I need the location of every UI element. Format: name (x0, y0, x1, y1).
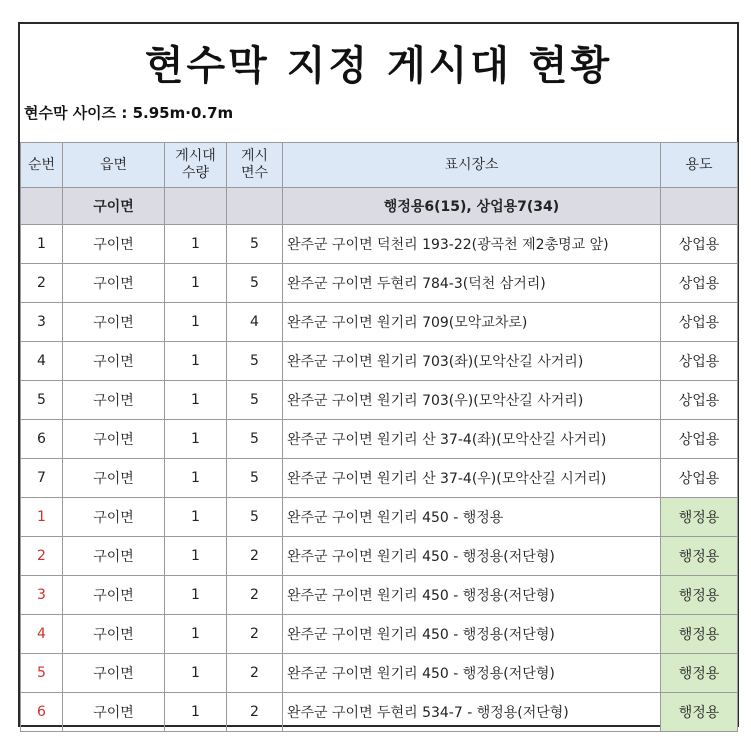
cell-use: 상업용 (661, 459, 738, 498)
group-town: 구이면 (63, 188, 165, 225)
header-board-qty-line2: 수량 (181, 165, 210, 181)
board-table (20, 142, 738, 732)
cell-qty: 1 (165, 342, 227, 381)
cell-no: 2 (21, 264, 63, 303)
cell-use: 행정용 (661, 576, 738, 615)
group-summary: 행정용6(15), 상업용7(34) (283, 188, 661, 225)
cell-town: 구이면 (63, 381, 165, 420)
table-row (21, 303, 738, 342)
cell-location: 완주군 구이면 원기리 450 - 행정용 (283, 498, 661, 537)
table-row (21, 615, 738, 654)
cell-location: 완주군 구이면 두현리 534-7 - 행정용(저단형) (283, 693, 661, 732)
cell-location: 완주군 구이면 덕천리 193-22(광곡천 제2총명교 앞) (283, 225, 661, 264)
cell-no: 4 (21, 615, 63, 654)
header-town: 읍면 (63, 143, 165, 188)
cell-qty: 1 (165, 693, 227, 732)
cell-qty: 1 (165, 615, 227, 654)
cell-faces: 2 (227, 654, 283, 693)
cell-use: 행정용 (661, 537, 738, 576)
table-header-row (21, 143, 738, 188)
cell-qty: 1 (165, 654, 227, 693)
header-board-qty-line1: 게시대 (175, 148, 216, 164)
cell-use: 상업용 (661, 264, 738, 303)
cell-no: 3 (21, 303, 63, 342)
cell-use: 행정용 (661, 693, 738, 732)
group-row (21, 188, 738, 225)
cell-town: 구이면 (63, 693, 165, 732)
cell-faces: 2 (227, 615, 283, 654)
cell-town: 구이면 (63, 303, 165, 342)
header-faces (227, 143, 283, 188)
table-row (21, 576, 738, 615)
cell-town: 구이면 (63, 459, 165, 498)
cell-no: 5 (21, 654, 63, 693)
table-row (21, 459, 738, 498)
header-use: 용도 (661, 143, 738, 188)
cell-qty: 1 (165, 537, 227, 576)
cell-no: 1 (21, 225, 63, 264)
document-frame (18, 22, 739, 727)
cell-faces: 5 (227, 420, 283, 459)
cell-town: 구이면 (63, 654, 165, 693)
header-faces-line1: 게시 (240, 148, 269, 164)
table-row (21, 537, 738, 576)
cell-use: 행정용 (661, 498, 738, 537)
table-row (21, 498, 738, 537)
cell-location: 완주군 구이면 원기리 450 - 행정용(저단형) (283, 654, 661, 693)
cell-town: 구이면 (63, 342, 165, 381)
cell-no: 6 (21, 420, 63, 459)
cell-location: 완주군 구이면 원기리 450 - 행정용(저단형) (283, 537, 661, 576)
cell-location: 완주군 구이면 원기리 703(좌)(모악산길 사거리) (283, 342, 661, 381)
cell-use: 상업용 (661, 342, 738, 381)
cell-qty: 1 (165, 381, 227, 420)
cell-qty: 1 (165, 420, 227, 459)
cell-location: 완주군 구이면 원기리 709(모악교차로) (283, 303, 661, 342)
header-faces-line2: 면수 (240, 165, 269, 181)
cell-town: 구이면 (63, 264, 165, 303)
cell-use: 상업용 (661, 420, 738, 459)
table-row (21, 420, 738, 459)
cell-no: 7 (21, 459, 63, 498)
cell-faces: 5 (227, 264, 283, 303)
cell-use: 행정용 (661, 654, 738, 693)
cell-qty: 1 (165, 225, 227, 264)
cell-faces: 2 (227, 537, 283, 576)
cell-faces: 5 (227, 342, 283, 381)
table-row (21, 381, 738, 420)
cell-faces: 5 (227, 225, 283, 264)
cell-town: 구이면 (63, 225, 165, 264)
cell-faces: 2 (227, 576, 283, 615)
group-cell-empty (661, 188, 738, 225)
cell-use: 상업용 (661, 225, 738, 264)
table-row (21, 264, 738, 303)
cell-location: 완주군 구이면 원기리 703(우)(모악산길 사거리) (283, 381, 661, 420)
cell-no: 1 (21, 498, 63, 537)
cell-qty: 1 (165, 498, 227, 537)
cell-qty: 1 (165, 576, 227, 615)
cell-use: 상업용 (661, 303, 738, 342)
cell-faces: 2 (227, 693, 283, 732)
cell-location: 완주군 구이면 원기리 450 - 행정용(저단형) (283, 615, 661, 654)
cell-qty: 1 (165, 459, 227, 498)
cell-location: 완주군 구이면 원기리 산 37-4(좌)(모악산길 사거리) (283, 420, 661, 459)
page-title: 현수막 지정 게시대 현황 (144, 43, 613, 89)
cell-use: 행정용 (661, 615, 738, 654)
cell-location: 완주군 구이면 원기리 산 37-4(우)(모악산길 시거리) (283, 459, 661, 498)
cell-town: 구이면 (63, 420, 165, 459)
cell-faces: 5 (227, 459, 283, 498)
group-cell-empty (21, 188, 63, 225)
cell-qty: 1 (165, 264, 227, 303)
cell-town: 구이면 (63, 576, 165, 615)
cell-town: 구이면 (63, 537, 165, 576)
cell-use: 상업용 (661, 381, 738, 420)
cell-faces: 5 (227, 381, 283, 420)
cell-no: 6 (21, 693, 63, 732)
header-board-qty (165, 143, 227, 188)
cell-no: 5 (21, 381, 63, 420)
header-no: 순번 (21, 143, 63, 188)
table-row (21, 693, 738, 732)
group-cell-empty (165, 188, 227, 225)
cell-town: 구이면 (63, 615, 165, 654)
cell-no: 2 (21, 537, 63, 576)
table-row (21, 654, 738, 693)
group-cell-empty (227, 188, 283, 225)
banner-size-note: 현수막 사이즈 : 5.95m·0.7m (24, 104, 234, 122)
cell-faces: 4 (227, 303, 283, 342)
header-location: 표시장소 (283, 143, 661, 188)
cell-no: 3 (21, 576, 63, 615)
table-row (21, 225, 738, 264)
cell-faces: 5 (227, 498, 283, 537)
cell-town: 구이면 (63, 498, 165, 537)
cell-location: 완주군 구이면 두현리 784-3(덕천 삼거리) (283, 264, 661, 303)
cell-location: 완주군 구이면 원기리 450 - 행정용(저단형) (283, 576, 661, 615)
cell-qty: 1 (165, 303, 227, 342)
cell-no: 4 (21, 342, 63, 381)
table-row (21, 342, 738, 381)
